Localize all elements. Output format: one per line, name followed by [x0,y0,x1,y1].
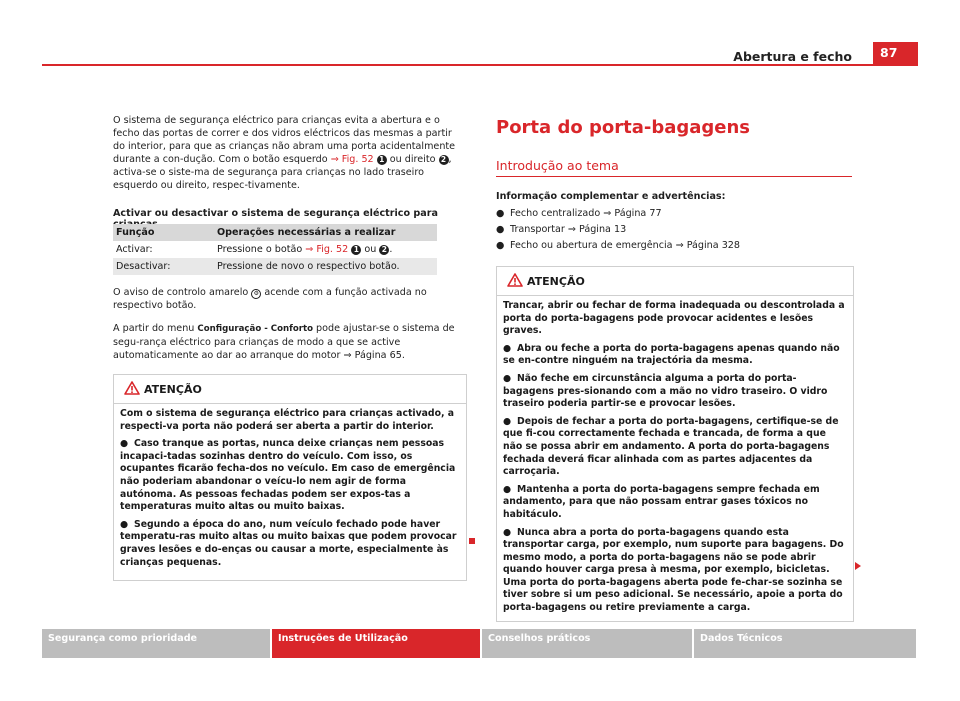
header-rule [42,64,918,66]
function-table [113,224,437,275]
table-header-cell: Operações necessárias a realizar [214,224,437,241]
continue-arrow-icon [855,562,861,570]
warning-bullet: ● Mantenha a porta do porta-bagagens sempre fechada em andamento, para que não possam entrar gases tóxicos no habitáculo. [503,483,820,520]
running-header-title: Abertura e fecho [733,49,852,64]
table-row [113,241,437,258]
menu-paragraph: A partir do menu Configuração - Conforto pode ajustar-se o sistema de segu-rança eléctrico para crianças de modo a que se active automaticamente ao dar ao arranque do motor ⇒ Página 65. [113,323,455,361]
list-item[interactable]: ● Transportar ⇒ Página 13 [496,224,627,235]
intro-paragraph: O sistema de segurança eléctrico para crianças evita a abertura e o fecho das portas de correr e dos vidros eléctricos das mesmas a partir do interior, para que as crianças não abram uma porta acidentalmente durante a con-dução. Com o botão esquerdo ⇒ Fig. 52 1 ou direito 2 , activa-se o siste-ma de segurança para crianças no lado traseiro esquerdo ou direito, respec-tivamente. [113,115,456,191]
footer-tab-instrucoes[interactable]: Instruções de Utilização [272,629,480,658]
table-row [113,258,437,275]
warning-triangle-icon [507,273,523,287]
warning-text: Trancar, abrir ou fechar de forma inadequada ou descontrolada a porta do porta-bagagens pode provocar acidentes e lesões graves. [503,300,845,337]
warning-box-right [496,266,854,622]
section-title: Porta do porta-bagagens [496,117,751,138]
footer-tab-dados[interactable]: Dados Técnicos [694,629,916,658]
table-cell: Activar: [113,241,214,258]
menu-path: Configuração - Conforto [197,324,313,334]
callout-1: 1 [377,155,387,165]
table-cell: Pressione o botão ⇒ Fig. 52 1 ou 2 . [214,241,437,258]
footer-nav [42,629,918,658]
subsection-rule [496,176,852,177]
info-list [496,206,852,254]
end-of-section-mark [469,538,475,544]
warning-bullet: ● Abra ou feche a porta do porta-bagagens apenas quando não se en-contre ninguém na trajectória da mesma. [503,342,840,367]
warning-triangle-icon [124,381,140,395]
child-lock-indicator-icon: ⚙ [251,289,261,299]
table-heading: Activar ou desactivar o sistema de segurança eléctrico para [113,208,438,219]
table-header-cell: Função [113,224,214,241]
warning-bullet: ● Nunca abra a porta do porta-bagagens quando esta transportar carga, por exemplo, num suporte para bagagens. Do mesmo modo, a porta do porta-bagagens não se pode abrir quando houver carga presa à mesma, por exemplo, bicicletas. Uma porta do porta-bagagens aberta pode fe-char-se sozinha se tiver sobre si um peso adicional. Se necessário, apoie a porta do porta-bagagens ou retire previamente a carga. [503,526,844,614]
callout-2: 2 [439,155,449,165]
warning-title: ATENÇÃO [144,383,202,396]
footer-tab-conselhos[interactable]: Conselhos práticos [482,629,692,658]
fig-reference[interactable]: ⇒ Fig. 52 [305,244,349,255]
warning-box-left [113,374,467,581]
callout-2: 2 [379,245,389,255]
footer-tab-seguranca[interactable]: Segurança como prioridade [42,629,270,658]
warning-title: ATENÇÃO [527,275,585,288]
list-item[interactable]: ● Fecho centralizado ⇒ Página 77 [496,208,662,219]
callout-1: 1 [351,245,361,255]
page-number: 87 [873,42,918,64]
info-heading: Informação complementar e advertências: [496,191,726,202]
warning-bullet: ● Caso tranque as portas, nunca deixe crianças nem pessoas incapaci-tadas sozinhas dentro do veículo. Com isso, os ocupantes ficarão fecha-dos no veículo. Em caso de emergência não poderiam abandonar o veícu-lo nem agir de forma autónoma. As pessoas fechadas podem ser expos-tas a temperaturas muito altas ou muito baixas. [120,438,456,513]
warning-bullet: ● Segundo a época do ano, num veículo fechado pode haver temperatu-ras muito altas ou muito baixas que podem provocar graves lesões e do-enças ou causar a morte, especialmente às crianças pequenas. [120,518,457,568]
fig-reference[interactable]: ⇒ Fig. 52 [330,154,374,165]
warning-bullet: ● Não feche em circunstância alguma a porta do porta-bagagens pres-sionando com a mão no vidro traseiro. O vidro traseiro poderia partir-se e provocar lesões. [503,372,828,410]
table-cell: Pressione de novo o respectivo botão. [214,258,437,275]
list-item[interactable]: ● Fecho ou abertura de emergência ⇒ Página 328 [496,240,741,251]
table-cell: Desactivar: [113,258,214,275]
subsection-title: Introdução ao tema [496,158,619,173]
warning-text: Com o sistema de segurança eléctrico para crianças activado, a respecti-va porta não poderá ser aberta a partir do interior. [120,408,455,432]
control-light-paragraph: O aviso de controlo amarelo ⚙ acende com a função activada no respectivo botão. [113,287,427,311]
warning-bullet: ● Depois de fechar a porta do porta-bagagens, certifique-se de que fi-cou correctamente fechada e trancada, de forma a que não se possa abrir em andamento. A porta do porta-bagagens fechada deverá ficar alinhada com as partes adjacentes da carroçaria. [503,415,839,478]
